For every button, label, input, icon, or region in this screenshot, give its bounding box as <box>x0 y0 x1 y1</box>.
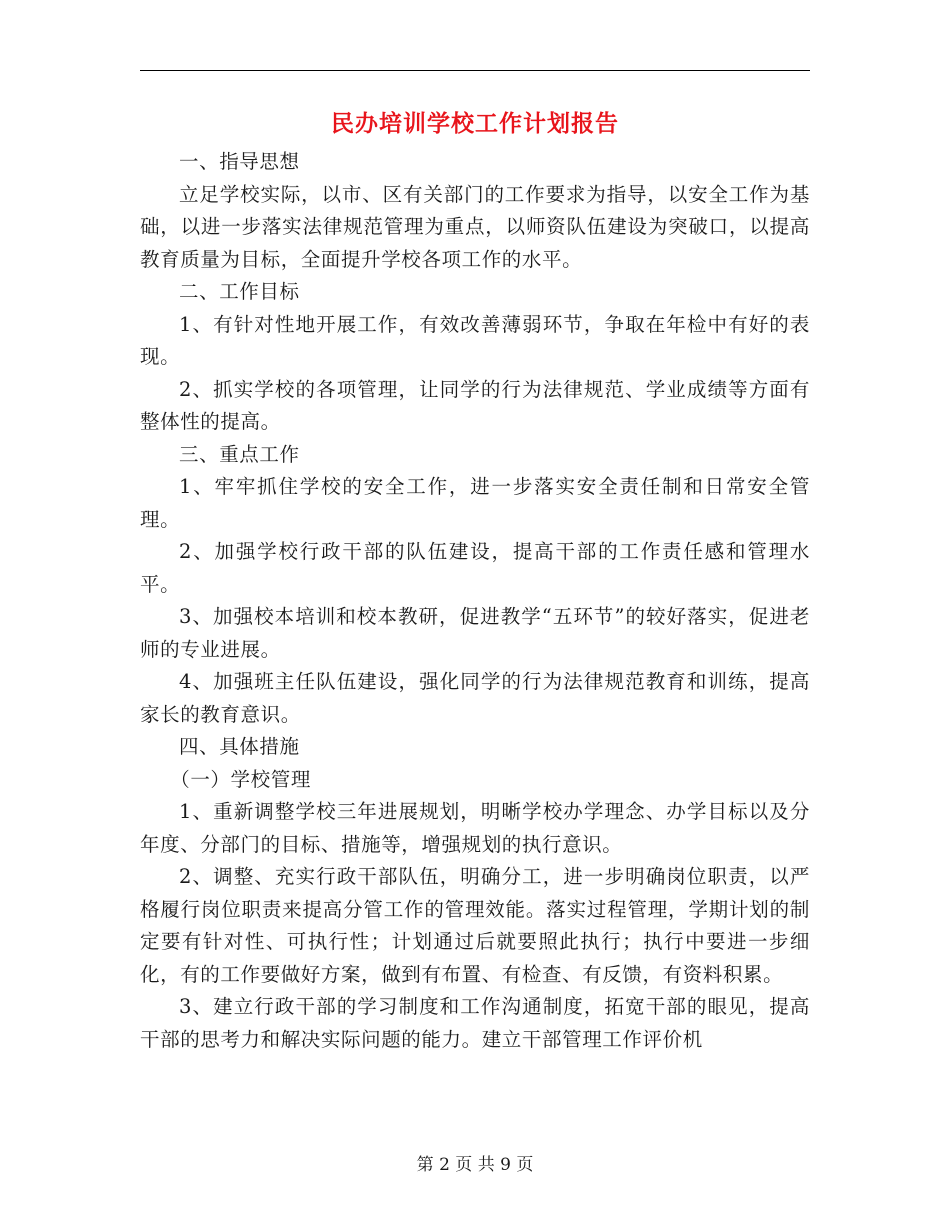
section-heading: 三、重点工作 <box>179 442 300 466</box>
document-title: 民办培训学校工作计划报告 <box>331 110 619 137</box>
section-heading: 四、具体措施 <box>179 735 300 758</box>
paragraph: 立足学校实际，以市、区有关部门的工作要求为指导，以安全工作为基础，以进一步落实法律规范管理为重点，以师资队伍建设为突破口，以提高教育质量为目标，全面提升学校各项工作的水平。 <box>140 182 810 271</box>
paragraph: 1、重新调整学校三年进展规划，明晰学校办学理念、办学目标以及分年度、分部门的目标、措施等，增强规划的执行意识。 <box>140 800 810 856</box>
section-heading: 二、工作目标 <box>179 280 300 303</box>
paragraph: 4、加强班主任队伍建设，强化同学的行为法律规范教育和训练，提高家长的教育意识。 <box>140 670 810 726</box>
paragraph: 2、调整、充实行政干部队伍，明确分工，进一步明确岗位职责，以严格履行岗位职责来提高分管工作的管理效能。落实过程管理，学期计划的制定要有针对性、可执行性；计划通过后就要照此执行；执行中要进一步细化，有的工作要做好方案，做到有布置、有检查、有反馈，有资料积累。 <box>140 865 810 986</box>
header-rule <box>140 70 810 71</box>
paragraph: 3、建立行政干部的学习制度和工作沟通制度，拓宽干部的眼见，提高干部的思考力和解决实际问题的能力。建立干部管理工作评价机 <box>140 995 810 1051</box>
subsection-heading: （一）学校管理 <box>170 767 311 791</box>
paragraph: 2、抓实学校的各项管理，让同学的行为法律规范、学业成绩等方面有整体性的提高。 <box>140 377 810 433</box>
paragraph: 1、牢牢抓住学校的安全工作，进一步落实安全责任制和日常安全管理。 <box>140 475 810 531</box>
paragraph: 1、有针对性地开展工作，有效改善薄弱环节，争取在年检中有好的表现。 <box>140 312 810 368</box>
section-heading: 一、指导思想 <box>179 150 300 173</box>
document-body <box>140 146 810 1056</box>
page-number: 第 2 页 共 9 页 <box>416 1155 534 1175</box>
paragraph: 2、加强学校行政干部的队伍建设，提高干部的工作责任感和管理水平。 <box>140 540 810 596</box>
paragraph: 3、加强校本培训和校本教研，促进教学“五环节”的较好落实，促进老师的专业进展。 <box>140 605 810 661</box>
